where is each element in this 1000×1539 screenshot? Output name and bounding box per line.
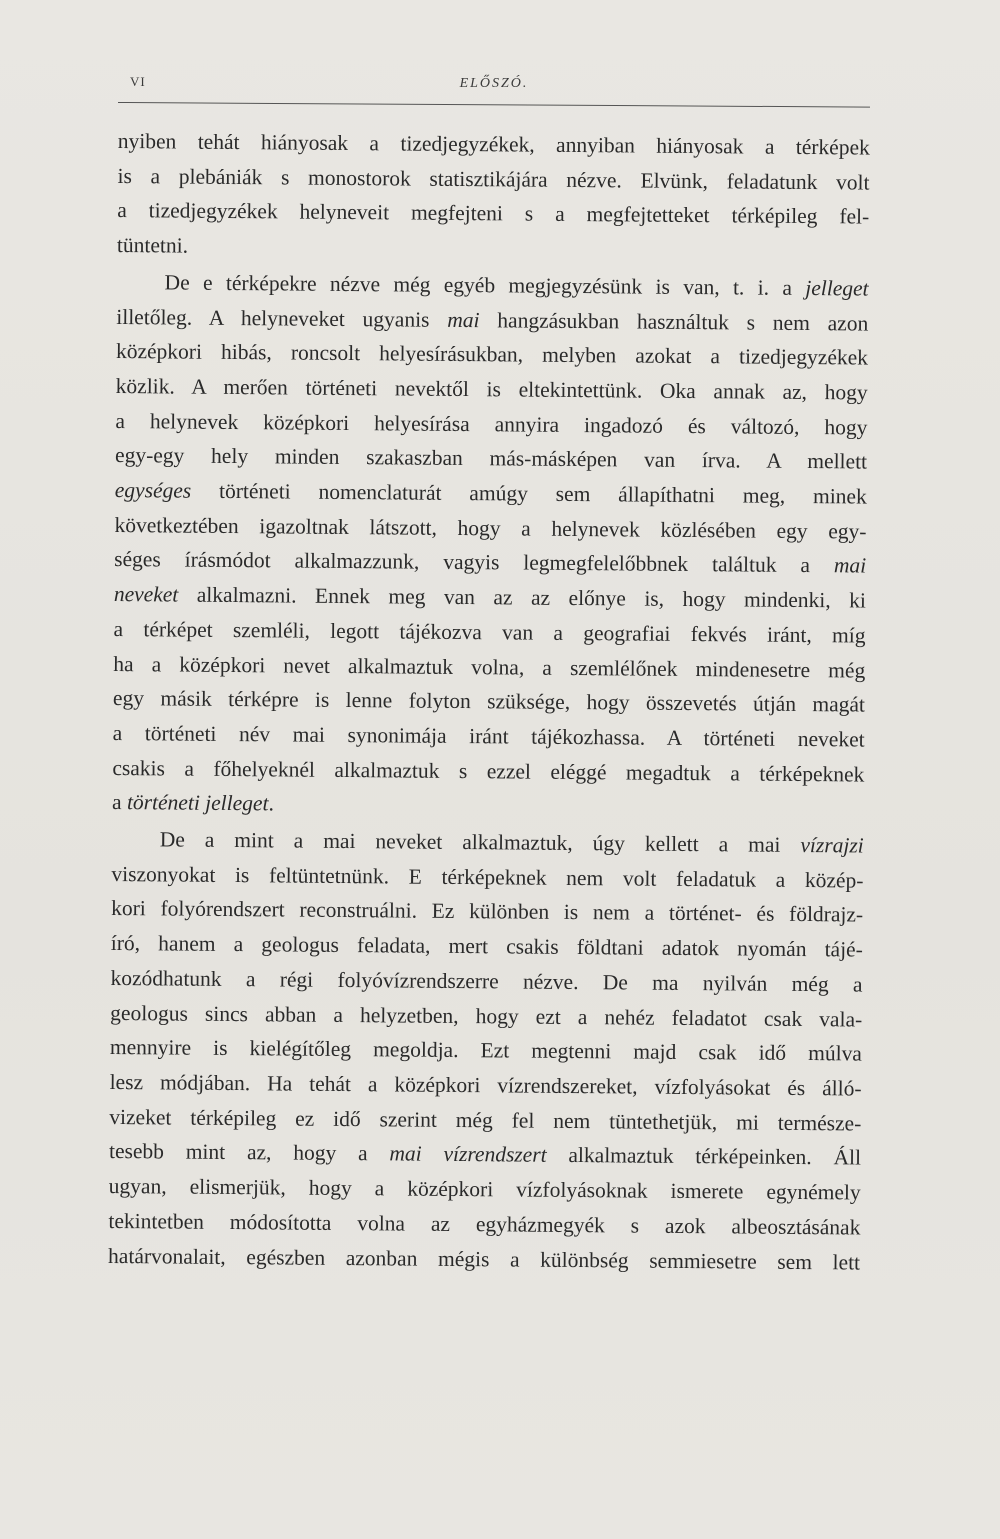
text-line: viszonyokat is feltüntetnünk. E térképeknek nem volt feladatuk a közép- bbox=[111, 861, 864, 893]
text-line: határvonalait, egészben azonban mégis a különbség semmiesetre sem lett bbox=[108, 1243, 861, 1275]
text-line: a tizedjegyzékek helyneveit megfejteni s a megfejtetteket térképileg fel- bbox=[117, 198, 870, 229]
text-line: nyiben tehát hiányosak a tizedjegyzékek, annyiban hiányosak a térképek bbox=[117, 128, 870, 160]
text-line: tüntetni. bbox=[116, 233, 189, 258]
page-header bbox=[118, 72, 870, 106]
page-number: VI bbox=[130, 74, 146, 89]
text-line: csakis a főhelyeknél alkalmaztuk s ezzel eléggé megadtuk a térképeknek bbox=[112, 755, 865, 787]
header-rule bbox=[118, 102, 870, 108]
text-line: egységes történeti nomenclaturát amúgy sem állapíthatni meg, minek bbox=[114, 478, 867, 509]
text-line: tesebb mint az, hogy a mai vízrendszert alkalmaztuk térképeinken. Áll bbox=[108, 1139, 862, 1170]
paragraph-3 bbox=[108, 822, 864, 1280]
text-line: író, hanem a geologus feladata, mert csakis földtani adatok nyomán tájé- bbox=[110, 931, 863, 962]
text-line: közlik. A merően történeti nevektől is eltekintettünk. Oka annak az, hogy bbox=[115, 373, 868, 405]
text-line: a helynevek középkori helyesírása annyira ingadozó és változó, hogy bbox=[115, 408, 868, 440]
text-line: a történeti jelleget. bbox=[111, 790, 274, 816]
text-line: De e térképekre nézve még egyéb megjegyzésünk is van, t. i. a jelleget bbox=[164, 270, 869, 301]
body-text bbox=[108, 124, 870, 1280]
text-line: De a mint a mai neveket alkalmaztuk, úgy kellett a mai vízrajzi bbox=[159, 827, 864, 858]
running-title: ELŐSZÓ. bbox=[459, 76, 529, 91]
text-line: geologus sincs abban a helyzetben, hogy ezt a nehéz feladatot csak vala- bbox=[110, 1000, 863, 1032]
text-line: a történeti név mai synonimája iránt tájékozhassa. A történeti neveket bbox=[112, 720, 865, 752]
text-line: neveket alkalmazni. Ennek meg van az az előnye is, hogy mindenki, ki bbox=[113, 582, 866, 613]
text-line: vizeket térképileg ez idő szerint még fel nem tüntethetjük, mi természe- bbox=[109, 1104, 862, 1136]
text-line: kozódhatunk a régi folyóvízrendszerre nézve. De ma nyilván még a bbox=[110, 965, 863, 997]
text-line: egy-egy hely minden szakaszban más-másképen van írva. A mellett bbox=[115, 443, 868, 474]
text-line: mennyire is kielégítőleg megoldja. Ezt megtenni majd csak idő múlva bbox=[109, 1035, 863, 1066]
text-line: egy másik térképre is lenne folyton szüksége, hogy összevetés útján magát bbox=[112, 686, 866, 717]
text-line: ha a középkori nevet alkalmaztuk volna, a szemlélőnek mindenesetre még bbox=[113, 651, 866, 683]
text-line: a térképet szemléli, legott tájékozva van a geografiai fekvés iránt, míg bbox=[113, 616, 866, 648]
paragraph-2 bbox=[112, 265, 869, 827]
text-line: tekintetben módosította volna az egyházmegyék s azok albeosztásának bbox=[108, 1208, 861, 1240]
text-line: is a plebániák s monostorok statisztikájára nézve. Elvünk, feladatunk volt bbox=[117, 163, 870, 195]
text-line: ugyan, elismerjük, hogy a középkori vízfolyásoknak ismerete egynémely bbox=[108, 1174, 861, 1205]
text-line: középkori hibás, roncsolt helyesírásukban, melyben azokat a tizedjegyzékek bbox=[115, 339, 869, 370]
paragraph-1 bbox=[117, 124, 870, 269]
text-line: kori folyórendszert reconstruálni. Ez különben is nem a történet- és földrajz- bbox=[111, 896, 864, 928]
text-line: következtében igazoltnak látszott, hogy a helynevek közlésében egy egy- bbox=[114, 512, 867, 544]
text-line: lesz módjában. Ha tehát a középkori vízrendszereket, vízfolyásokat és álló- bbox=[109, 1069, 862, 1101]
text-line: illetőleg. A helyneveket ugyanis mai hangzásukban használtuk s nem azon bbox=[116, 304, 869, 336]
text-line: séges írásmódot alkalmazzunk, vagyis legmegfelelőbbnek találtuk a mai bbox=[114, 547, 867, 578]
